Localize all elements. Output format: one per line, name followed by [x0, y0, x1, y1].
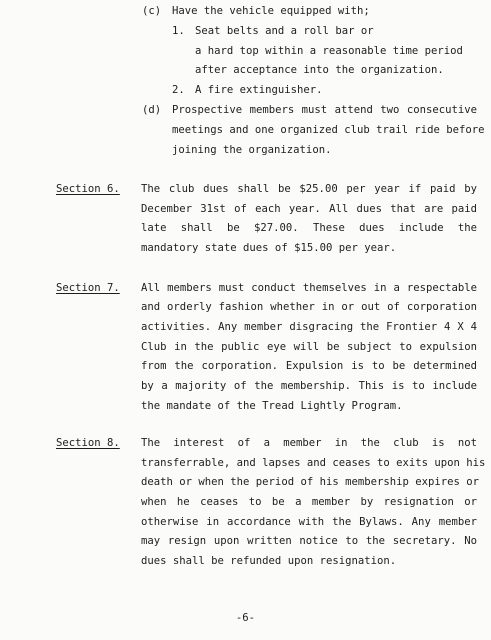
subsection-d-line: meetings and one organized club trail ride before	[172, 124, 485, 136]
section-6-line: mandatory state dues of $15.00 per year.	[141, 242, 397, 254]
list-item-1-line: Seat belts and a roll bar or	[195, 25, 374, 37]
section-8-line: The interest of a member in the club is not	[141, 437, 477, 449]
section-7-line: the mandate of the Tread Lightly Program.	[141, 400, 403, 412]
list-item-1-marker: 1.	[172, 25, 185, 37]
section-6-line: The club dues shall be $25.00 per year if paid by	[141, 183, 477, 195]
list-item-1-line: a hard top within a reasonable time period	[195, 45, 463, 57]
section-7-line: activities. Any member disgracing the Frontier 4 X 4	[141, 321, 477, 333]
page-number: -6-	[235, 612, 256, 624]
subsection-d-line: Prospective members must attend two consecutive	[172, 104, 477, 116]
section-8-heading: Section 8.	[56, 437, 120, 449]
section-6-line: December 31st of each year. All dues that are paid	[141, 203, 477, 215]
section-7-line: and orderly fashion whether in or out of corporation	[141, 301, 477, 313]
subsection-c-text: Have the vehicle equipped with;	[172, 5, 370, 17]
subsection-c-marker: (c)	[142, 5, 162, 17]
section-6-line: late shall be $27.00. These dues include the	[141, 222, 477, 234]
section-8-line: otherwise in accordance with the Bylaws. Any member	[141, 516, 477, 528]
list-item-1-line: after acceptance into the organization.	[195, 64, 444, 76]
subsection-d-marker: (d)	[142, 104, 162, 116]
section-8-line: may resign upon written notice to the secretary. No	[141, 535, 477, 547]
subsection-d-line: joining the organization.	[172, 144, 332, 156]
section-8-line: when he ceases to be a member by resignation or	[141, 496, 477, 508]
list-item-2-line: A fire extinguisher.	[195, 84, 323, 96]
section-7-line: Club in the public eye will be subject to expulsion	[141, 341, 477, 353]
section-7-line: from the corporation. Expulsion is to be determined	[141, 360, 477, 372]
section-8-line: dues shall be refunded upon resignation.	[141, 555, 397, 567]
section-8-line: death or when the period of his membership expires or	[141, 476, 480, 488]
list-item-2-marker: 2.	[172, 84, 185, 96]
section-6-heading: Section 6.	[56, 183, 120, 195]
section-7-line: All members must conduct themselves in a respectable	[141, 282, 477, 294]
section-8-line: transferrable, and lapses and ceases to exits upon his	[141, 457, 486, 469]
section-7-heading: Section 7.	[56, 282, 120, 294]
section-7-line: by a majority of the membership. This is to include	[141, 380, 477, 392]
